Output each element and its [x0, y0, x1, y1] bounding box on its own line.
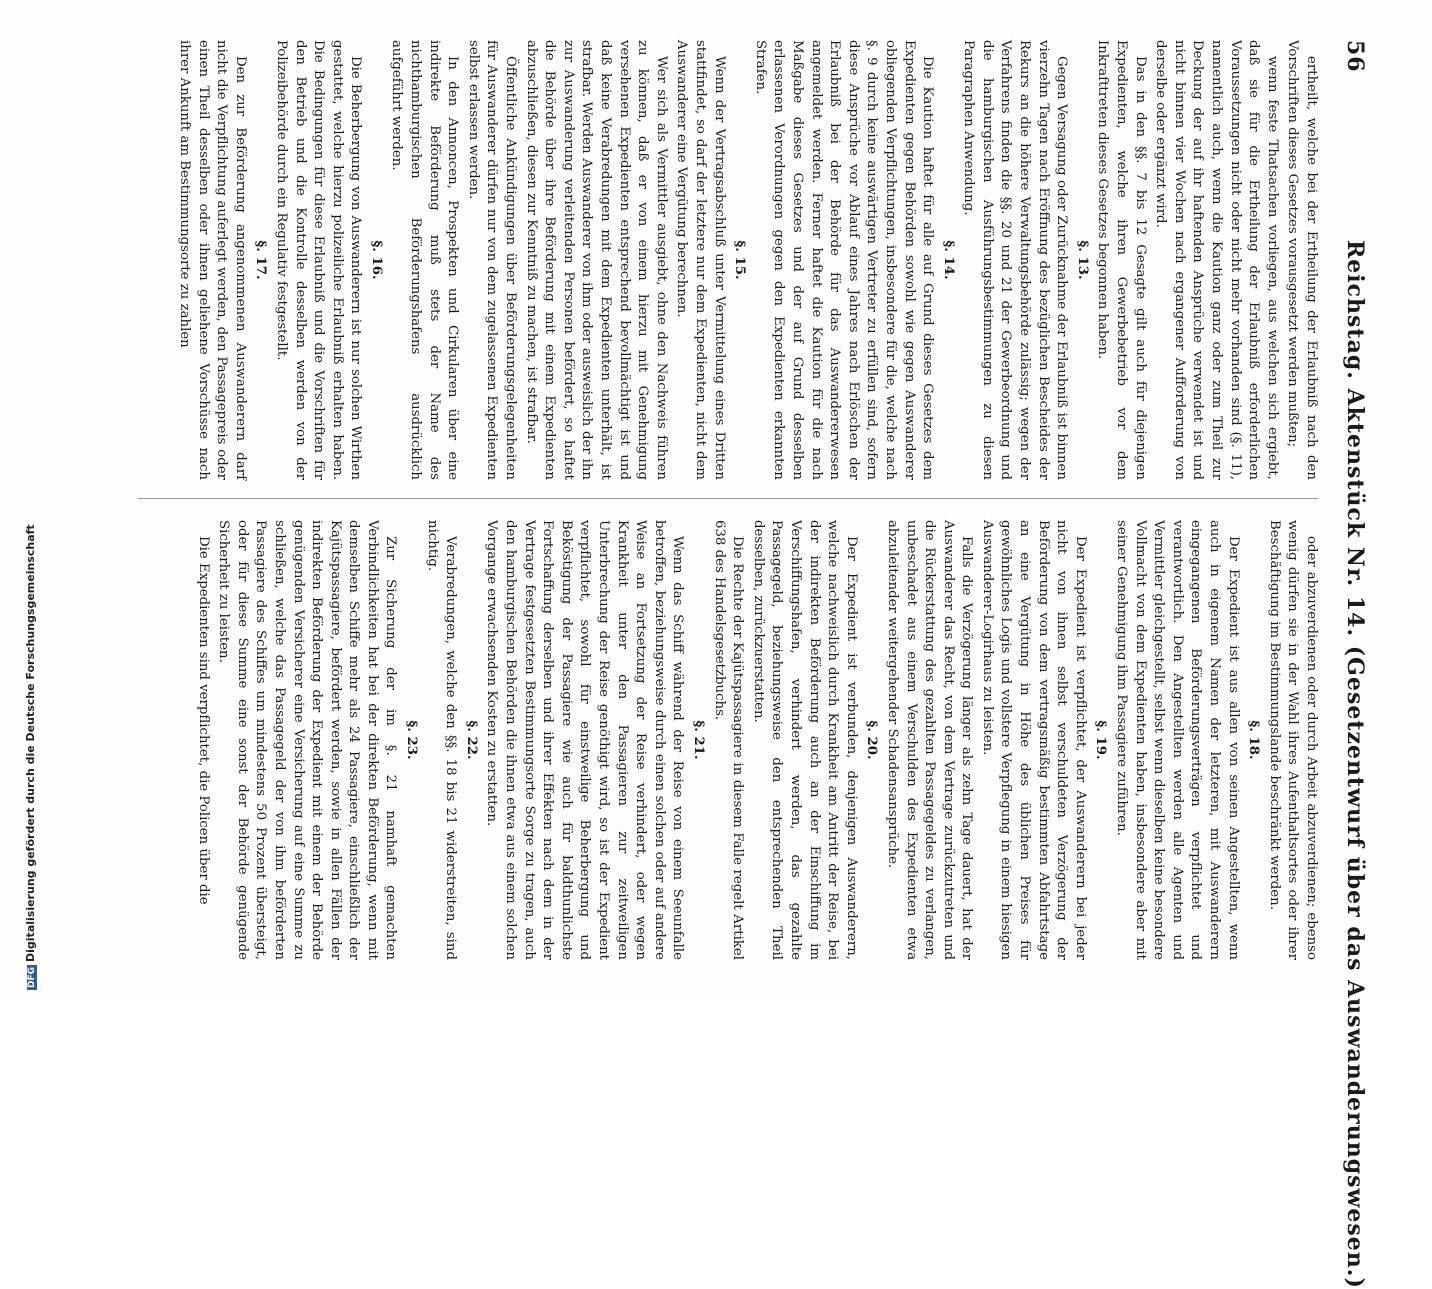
paragraph: Der Expedient ist verpflichtet, der Auswanderern bei jeder nicht von ihnen selbst verschuldeten Verzögerung der Beförderung von dem vertragsmäßig bestimmten Abfahrtstage an eine Vergütung in Höhe des üblichen Preises für gewöhnliches Logis und vollstere Verpflegung in einem hiesigen Auswanderer-Logirhaus zu leisten.	[979, 520, 1088, 960]
paragraph: Die Kaution haftet für alle auf Grund dieses Gesetzes dem Expedienten gegen Behörden sowohl wie gegen Auswanderer obliegenden Verpflichtungen, insbesondere für die, welche nach §. 9 durch keine auswärtigen Vertreter zu erfüllen sind, sofern diese Ansprüche vor Ablauf eines Jahres nach Erlöschen der Erlaubniß bei der Behörde für das Auswandererwesen angemeldet werden. Ferner haftet die Kaution für die nach Maßgabe dieses Gesetzes und der auf Grund desselben erlassenen Verordnungen gegen den Expedienten erkannten Strafen.	[752, 40, 936, 480]
section-heading: §. 14.	[940, 240, 956, 280]
paragraph: Öffentliche Ankündigungen über Beförderungsgelegenheiten für Auswanderer dürfen nur von dem zugelassenen Expedienten selbst erlassen werden.	[465, 40, 519, 480]
page-number: 56	[1342, 40, 1368, 73]
paragraph: Verabredungen, welche den §§. 18 bis 21 widerstreiten, sind nichtig.	[424, 520, 459, 960]
dfg-logo: DFG	[27, 966, 37, 988]
paragraph: Die Rechte der Kajütspassagiere in diesem Falle regelt Artikel 638 des Handelsgesetzbuchs.	[711, 520, 746, 960]
section-heading: §. 18.	[1246, 720, 1262, 760]
section-heading: §. 21.	[691, 720, 706, 760]
paragraph: oder abzuverdienen oder durch Arbeit abzuverdienen; ebenso wenig dürfen sie in der Wahl ihres Aufenthaltsortes oder ihrer Beschäftigung im Bestimmungslande beschränkt werden.	[1266, 520, 1319, 960]
paragraph: Falls die Verzögerung länger als zehn Tage dauert, hat der Auswanderer das Recht, von dem Vertrage zurückzutreten und die Rückerstattung des gezahlten Passagegeldes zu verlangen, unbeschadet aus einem Verschulden des Expedienten etwa abzuleitender weitergehender Schadensansprüche.	[884, 520, 975, 960]
page-header	[1328, 40, 1368, 1289]
paragraph: wenn feste Thatsachen vorliegen, aus welchen sich ergiebt, daß sie für die Ertheilung der Erlaubniß erforderlichen Voraussetzungen nicht oder nicht mehr vorhanden sind (§. 11), namentlich auch, wenn die Kaution ganz oder zum Theil zur Deckung der auf ihr haftenden Ansprüche verwendet ist und nicht binnen vier Wochen nach ergangener Aufforderung von derselbe oder ergänzt wird.	[1153, 40, 1280, 480]
paragraph: Wer sich als Vermittler ausgiebt, ohne den Nachweis führen zu können, daß er von einem hierzu mit Genehmigung versehenen Expedienten entsprechend bevollmächtigt ist und daß keine Verabredungen mit dem Expedienten unterhält, ist strafbar. Werden Auswanderer von ihm oder ausweislich der ihn zur Auswanderung verleitenden Personen befördert, so haftet die Behörde über ihre Beförderung mit einem Expedienten abzuschließen, diesen zur Kenntniß zu machen, ist strafbar.	[523, 40, 669, 480]
paragraph: Der Expedient ist verbunden, denjenigen Auswanderern, welche nachweislich durch Krankheit am Antritt der Reise, bei der indirekten Beförderung auch an der Einschiffung im Verschiffungshafen, verhindert werden, das gezahlte Passagegeld, beziehungsweise den entsprechenden Theil desselben, zurückzuerstatten.	[750, 520, 859, 960]
section-heading: §. 13.	[1074, 240, 1090, 280]
paragraph: Wenn der Vertragsabschluß unter Vermittelung eines Dritten stattfindet, so darf der letztere nur dem Expedienten, nicht dem Auswanderer eine Vergütung berechnen.	[674, 40, 727, 480]
paragraph: Das in den §§. 7 bis 12 Gesagte gilt auch für diejenigen Expedienten, welche ihren Gewerbebetrieb vor dem Inkrafttreten dieses Gesetzes begonnen haben.	[1095, 40, 1148, 480]
paragraph: Den zur Beförderung angenommenen Auswanderern darf nicht die Verpflichtung auferlegt werden, den Passagepreis oder einen Theil desselben oder ihnen geliehene Vorschüsse nach ihrer Ankunft am Bestimmungsorte zu zahlen	[176, 40, 248, 480]
section-heading: §. 20.	[864, 720, 880, 760]
column-divider	[138, 498, 1318, 499]
section-heading: §. 23.	[404, 720, 420, 760]
section-heading: §. 19.	[1093, 720, 1109, 760]
digitization-credit-text: Digitalisierung gefördert durch die Deutsche Forschungsgemeinschaft	[24, 524, 37, 962]
paragraph: In den Annoncen, Prospekten und Cirkularen über eine indirekte Beförderung muß stets der Name des nichthamburgischen Beförderungshafens ausdrücklich aufgeführt werden.	[389, 40, 461, 480]
section-heading: §. 22.	[463, 720, 479, 760]
left-column	[172, 40, 1320, 480]
paragraph: Der Expedient ist aus allen von seinen Angestellten, wenn auch in eigenem Namen der letzteren, mit Auswanderern eingegangenen Beförderungsverträgen verpflichtet und verantwortlich. Den Angestellten werden alle Agenten und Vermittler gleichgestellt, selbst wenn dieselben keine besondere Vollmacht von dem Expedienten haben, insbesondere aber mit seiner Genehmigung ihm Passagiere zuführen.	[1114, 520, 1241, 960]
paragraph: Zur Sicherung der im §. 21 namhaft gemachten Verbindlichkeiten hat bei der direkten Beförderung, wenn mit demselben Schiffe mehr als 24 Passagiere, einschließlich der Kajütspassagiere, befördert werden, sowie in allen Fällen der indirekten Beförderung der Expedient mit einem der Behörde genügenden Versicherer eine Versicherung auf eine Summe zu schließen, welche das Passagegeld der von ihm beförderten Passagiere des Schiffes um mindestens 50 Prozent übersteigt, oder für diese Summe eine sonst der Behörde genügende Sicherheit zu leisten.	[216, 520, 399, 960]
digitization-sidebar	[2, 0, 37, 1000]
paragraph: Die Beherbergung von Auswanderern ist nur solchen Wirthen gestattet, welche hierzu polizeiliche Erlaubniß erhalten haben. Die Bedingungen für diese Erlaubniß und die Vorschriften für den Betrieb und die Kontrolle desselben werden von der Polizeibehörde durch ein Regulativ festgestellt.	[273, 40, 364, 480]
paragraph: Gegen Versagung oder Zurücknahme der Erlaubniß ist binnen vierzehn Tagen nach Eröffnung des bezüglichen Bescheides der Rekurs an die höhere Verwaltungsbehörde zulässig; wegen der Verfahrens finden die §§. 20 und 21 der Gewerbeordnung und die hamburgischen Ausführungsbestimmungen zu diesen Paragraphen Anwendung.	[961, 40, 1070, 480]
paragraph: Wenn das Schiff während der Reise von einem Seeunfalle betroffen, beziehungsweise durch einen solchen oder auf andere Weise an Fortsetzung der Reise verhindert, oder wegen Krankheit unter den Passagieren zur zeitweiligen Unterbrechung der Reise genöthigt wird, so ist der Expedient verpflichtet, sowohl für einstweilige Beherbergung und Beköstigung der Passagiere wie auch für baldthunlichste Fortschaffung derselben und ihrer Effekten nach dem in der Vertrage festgesetzten Bestimmungsorte Sorge zu tragen, auch den hamburgischen Behörden die ihnen etwa aus einem solchen Vorgange erwachsenden Kosten zu erstatten.	[484, 520, 686, 960]
page-title: Reichstag. Aktenstück Nr. 14. (Gesetzentwurf über das Auswanderungswesen.)	[1342, 240, 1368, 1289]
section-heading: §. 15.	[732, 240, 748, 280]
section-heading: §. 17.	[253, 240, 269, 280]
digitization-credit	[24, 0, 37, 990]
right-column	[191, 520, 1320, 960]
paragraph: Die Expedienten sind verpflichtet, die Policen über die	[195, 536, 211, 905]
section-heading: §. 16.	[368, 240, 384, 280]
paragraph: ertheilt, welche bei der Ertheilung der Erlaubniß nach den Vorschriften dieses Gesetzes vorausgesetzt werden mußten;	[1285, 40, 1319, 480]
